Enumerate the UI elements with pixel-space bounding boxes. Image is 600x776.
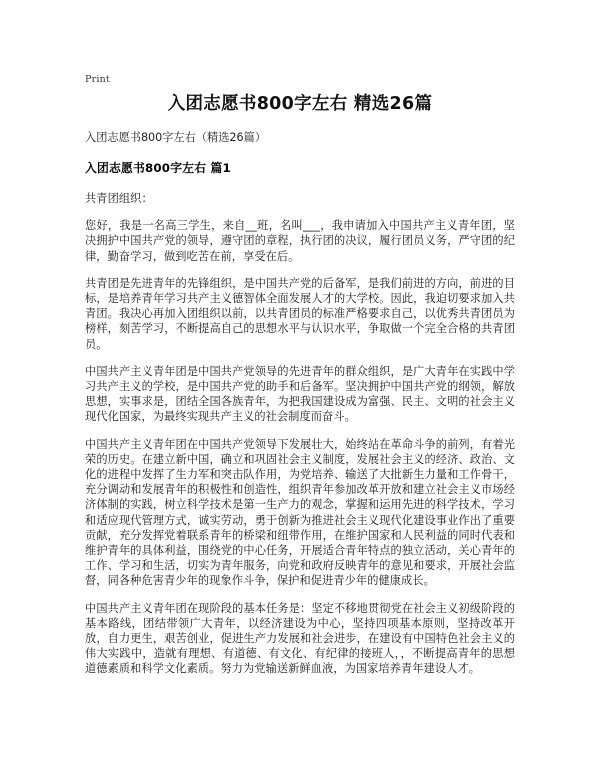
paragraph: 您好，我是一名高三学生，来自__班，名叫___，我申请加入中国共产主义青年团，坚决拥护中国共产党的领导，遵守团的章程，执行团的决议，履行团员义务，严守团的纪律，勤奋学习，做到吃苦在前，享受在后。 [85, 219, 515, 263]
print-toolbar [85, 70, 110, 84]
paragraph: 中国共产主义青年团是中国共产党领导的先进青年的群众组织，是广大青年在实践中学习共产主义的学校，是中国共产党的助手和后备军。坚决拥护中国共产党的纲领，解放思想，实事求是，团结全国各族青年，为把我国建设成为富强、民主、文明的社会主义现代化国家，为最终实现共产主义的社会制度而奋斗。 [85, 364, 515, 424]
document-content [85, 92, 515, 677]
section-heading: 入团志愿书800字左右 篇1 [85, 161, 231, 175]
page-title: 入团志愿书800字左右 精选26篇 [167, 94, 433, 114]
print-button[interactable]: Print [85, 74, 110, 85]
paragraph: 共青团是先进青年的先锋组织，是中国共产党的后备军，是我们前进的方向，前进的目标，是培养青年学习共产主义德智体全面发展人才的大学校。因此，我迫切要求加入共青团。我决心再加入团组织以前，以共青团员的标准严格要求自己，以优秀共青团员为榜样，刻苦学习，不断提高自己的思想水平与认识水平，争取做一个完全合格的共青团员。 [85, 276, 515, 351]
document-subtitle: 入团志愿书800字左右（精选26篇） [85, 131, 267, 144]
paragraph: 中国共产主义青年团在中国共产党领导下发展壮大，始终站在革命斗争的前列，有着光荣的历史。在建立新中国，确立和巩固社会主义制度，发展社会主义的经济、政治、文化的进程中发挥了生力军和突击队作用，为党培养、输送了大批新生力量和工作骨干，充分调动和发展青年的积极性和创造性，组织青年参加改革开放和建立社会主义市场经济体制的实践，树立科学技术是第一生产力的观念，掌握和运用先进的科学技术，学习和适应现代管理方式，诚实劳动，勇于创新为推进社会主义现代化建设事业作出了重要贡献，充分发挥党着联系青年的桥梁和纽带作用，在维护国家和人民利益的同时代表和维护青年的具体利益，围绕党的中心任务，开展适合青年特点的独立活动，关心青年的工作、学习和生活，切实为青年服务，向党和政府反映青年的意见和要求，开展社会监督，同各种危害青少年的现象作斗争，保护和促进青少年的健康成长。 [85, 437, 515, 588]
paragraph: 中国共产主义青年团在现阶段的基本任务是：坚定不移地贯彻党在社会主义初级阶段的基本路线，团结带领广大青年，以经济建设为中心，坚持四项基本原则，坚持改革开放，自力更生，艰苦创业，促进生产力发展和社会进步，在建设有中国特色社会主义的伟大实践中，造就有理想、有道德、有文化、有纪律的接班人，，不断提高青年的思想道德素质和科学文化素质。努力为党输送新鲜血液，为国家培养青年建设人才。 [85, 601, 515, 676]
paragraph-list [85, 191, 515, 677]
paragraph: 共青团组织： [85, 192, 153, 205]
